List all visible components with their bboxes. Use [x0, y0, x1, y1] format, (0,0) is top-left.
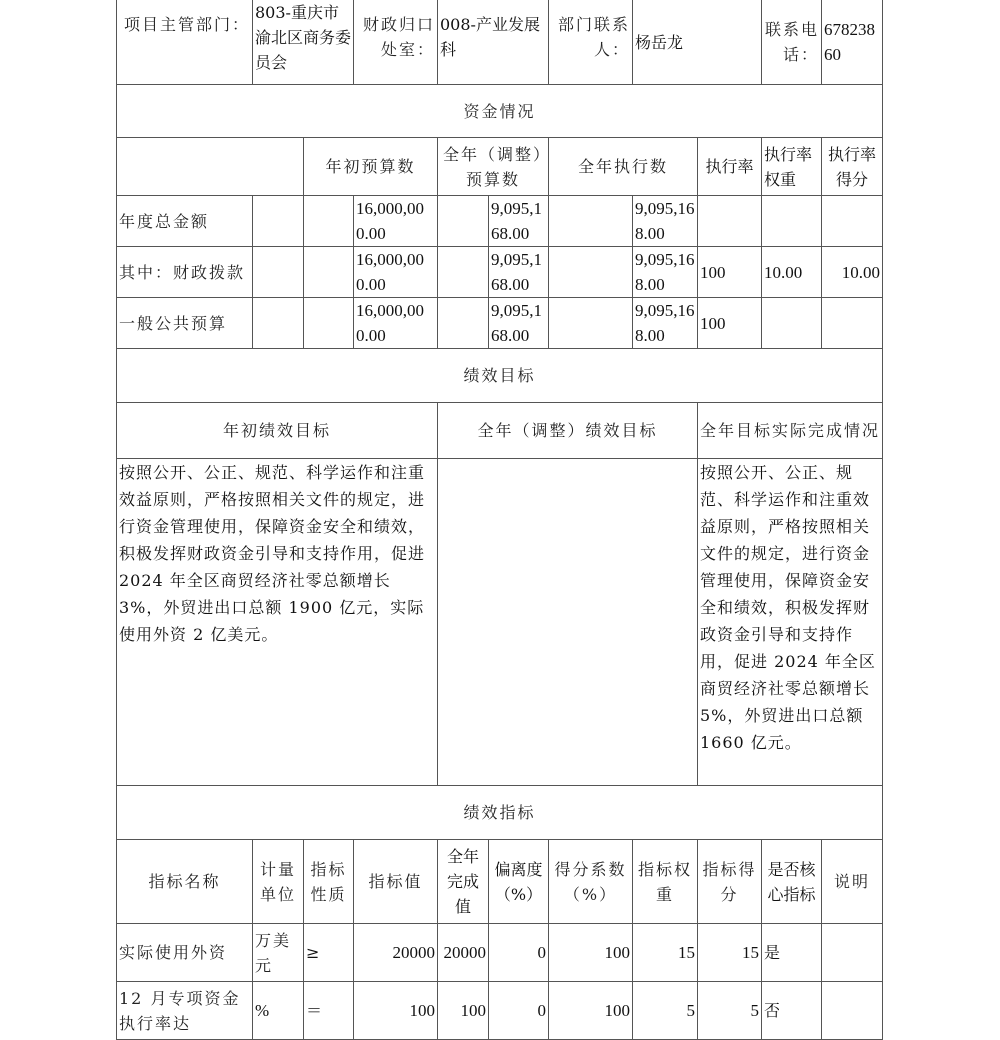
fund-adjusted: 9,095,168.00 — [489, 196, 549, 247]
contact-label: 部门联系人： — [549, 0, 633, 85]
col-adjusted-goal: 全年（调整）绩效目标 — [438, 403, 698, 459]
goals-section-title: 绩效目标 — [117, 349, 883, 403]
fund-score — [822, 298, 883, 349]
ind-target: 20000 — [354, 924, 438, 982]
funds-section-title: 资金情况 — [117, 85, 883, 138]
goals-content-row — [117, 459, 883, 786]
fund-score: 10.00 — [822, 247, 883, 298]
ind-core: 是 — [762, 924, 822, 982]
ind-deviation: 0 — [489, 982, 549, 1040]
ind-coef: 100 — [549, 924, 633, 982]
fund-name: 其中：财政拨款 — [117, 247, 253, 298]
funds-row — [117, 298, 883, 349]
col-exec-weight: 执行率权重 — [762, 138, 822, 196]
indicator-row — [117, 982, 883, 1040]
phone-value: 67823860 — [822, 0, 883, 85]
header-row — [117, 0, 883, 85]
col-ind-completed: 全年完成值 — [438, 840, 489, 924]
ind-score: 5 — [698, 982, 762, 1040]
col-ind-name: 指标名称 — [117, 840, 253, 924]
indicators-header-row — [117, 840, 883, 924]
col-ind-nature: 指标性质 — [304, 840, 354, 924]
fund-adjusted: 9,095,168.00 — [489, 298, 549, 349]
ind-nature: ≥ — [304, 924, 354, 982]
fund-initial: 16,000,000.00 — [354, 196, 438, 247]
ind-target: 100 — [354, 982, 438, 1040]
ind-unit: % — [253, 982, 304, 1040]
col-ind-target: 指标值 — [354, 840, 438, 924]
col-executed: 全年执行数 — [549, 138, 698, 196]
col-initial-budget: 年初预算数 — [304, 138, 438, 196]
fund-weight — [762, 298, 822, 349]
fund-rate: 100 — [698, 247, 762, 298]
ind-completed: 100 — [438, 982, 489, 1040]
fund-executed: 9,095,168.00 — [633, 196, 698, 247]
col-exec-rate: 执行率 — [698, 138, 762, 196]
ind-core: 否 — [762, 982, 822, 1040]
funds-header-row — [117, 138, 883, 196]
col-exec-score: 执行率得分 — [822, 138, 883, 196]
fund-rate — [698, 196, 762, 247]
fund-name: 一般公共预算 — [117, 298, 253, 349]
dept-value: 803-重庆市渝北区商务委员会 — [253, 0, 354, 85]
performance-report-table — [116, 0, 883, 1040]
ind-nature: ＝ — [304, 982, 354, 1040]
col-ind-deviation: 偏离度（%） — [489, 840, 549, 924]
fund-weight: 10.00 — [762, 247, 822, 298]
fund-adjusted: 9,095,168.00 — [489, 247, 549, 298]
ind-weight: 15 — [633, 924, 698, 982]
ind-unit: 万美元 — [253, 924, 304, 982]
adjusted-goal-text — [438, 459, 698, 786]
col-ind-coef: 得分系数（%） — [549, 840, 633, 924]
ind-name: 12 月专项资金执行率达 — [117, 982, 253, 1040]
ind-score: 15 — [698, 924, 762, 982]
indicators-section-title: 绩效指标 — [117, 786, 883, 840]
contact-value: 杨岳龙 — [633, 0, 762, 85]
funds-row — [117, 247, 883, 298]
dept-label: 项目主管部门： — [117, 0, 253, 85]
col-ind-note: 说明 — [822, 840, 883, 924]
ind-note — [822, 924, 883, 982]
ind-completed: 20000 — [438, 924, 489, 982]
fund-score — [822, 196, 883, 247]
fund-initial: 16,000,000.00 — [354, 247, 438, 298]
finance-value: 008-产业发展科 — [438, 0, 549, 85]
ind-deviation: 0 — [489, 924, 549, 982]
initial-goal-text: 按照公开、公正、规范、科学运作和注重效益原则，严格按照相关文件的规定，进行资金管理使用，保障资金安全和绩效，积极发挥财政资金引导和支持作用，促进 2024 年全区商贸经济社零总额增长 3%，外贸进出口总额 1900 亿元，实际使用外资 2 亿美元。 — [117, 459, 438, 786]
fund-rate: 100 — [698, 298, 762, 349]
col-actual-goal: 全年目标实际完成情况 — [698, 403, 883, 459]
fund-initial: 16,000,000.00 — [354, 298, 438, 349]
fund-executed: 9,095,168.00 — [633, 298, 698, 349]
ind-name: 实际使用外资 — [117, 924, 253, 982]
goals-header-row — [117, 403, 883, 459]
actual-goal-text: 按照公开、公正、规范、科学运作和注重效益原则，严格按照相关文件的规定，进行资金管理使用，保障资金安全和绩效，积极发挥财政资金引导和支持作用，促进 2024 年全区商贸经济社零总额增长 5%，外贸进出口总额 1660 亿元。 — [698, 459, 883, 786]
ind-weight: 5 — [633, 982, 698, 1040]
fund-weight — [762, 196, 822, 247]
col-initial-goal: 年初绩效目标 — [117, 403, 438, 459]
funds-row — [117, 196, 883, 247]
fund-name: 年度总金额 — [117, 196, 253, 247]
fund-executed: 9,095,168.00 — [633, 247, 698, 298]
ind-coef: 100 — [549, 982, 633, 1040]
col-ind-unit: 计量单位 — [253, 840, 304, 924]
col-adjusted-budget: 全年（调整）预算数 — [438, 138, 549, 196]
phone-label: 联系电话： — [762, 0, 822, 85]
col-ind-score: 指标得分 — [698, 840, 762, 924]
finance-label: 财政归口处室： — [354, 0, 438, 85]
indicator-row — [117, 924, 883, 982]
funds-header-blank — [117, 138, 304, 196]
ind-note — [822, 982, 883, 1040]
col-ind-core: 是否核心指标 — [762, 840, 822, 924]
col-ind-weight: 指标权重 — [633, 840, 698, 924]
